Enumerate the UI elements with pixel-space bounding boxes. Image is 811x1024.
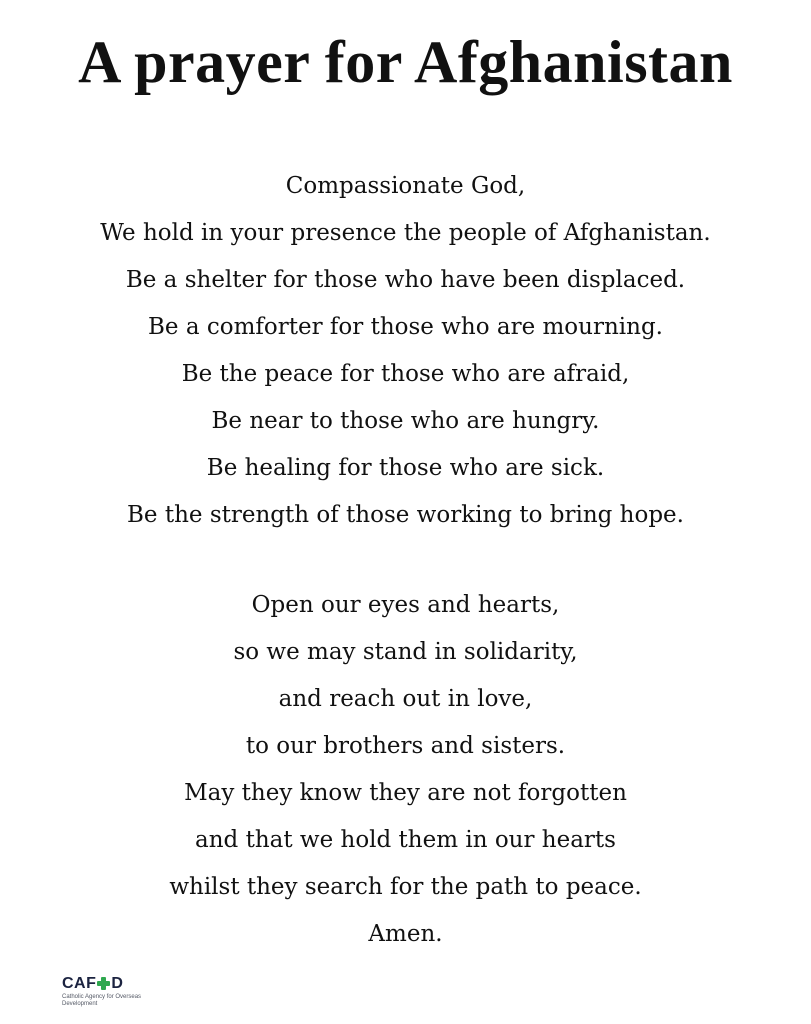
prayer-line: whilst they search for the path to peace. — [169, 874, 642, 900]
prayer-line: so we may stand in solidarity, — [233, 639, 578, 665]
prayer-line: Be a comforter for those who are mourning. — [148, 314, 663, 340]
logo-wordmark — [62, 975, 152, 992]
page-title: A prayer for Afghanistan — [78, 29, 733, 95]
prayer-line: We hold in your presence the people of Afghanistan. — [100, 220, 711, 246]
prayer-line: and that we hold them in our hearts — [195, 827, 616, 853]
logo-word-left: CAF — [62, 974, 97, 992]
prayer-line: and reach out in love, — [278, 686, 533, 712]
prayer-line: Be a shelter for those who have been displaced. — [125, 267, 686, 293]
cross-icon — [97, 977, 110, 990]
prayer-line: Compassionate God, — [285, 173, 526, 199]
prayer-line: Be near to those who are hungry. — [211, 408, 600, 434]
prayer-line: Open our eyes and hearts, — [251, 592, 560, 618]
prayer-line: Be the strength of those working to bring hope. — [127, 502, 684, 528]
prayer-line: Amen. — [368, 921, 443, 947]
cafod-logo — [62, 975, 152, 1009]
prayer-line: to our brothers and sisters. — [245, 733, 566, 759]
prayer-stanza-2 — [0, 582, 811, 958]
logo-word-right: D — [111, 974, 124, 992]
prayer-line: Be the peace for those who are afraid, — [181, 361, 630, 387]
prayer-stanza-1 — [0, 163, 811, 539]
prayer-line: Be healing for those who are sick. — [206, 455, 605, 481]
prayer-line: May they know they are not forgotten — [184, 780, 627, 806]
logo-tagline: Catholic Agency for Overseas Development — [62, 994, 142, 1007]
